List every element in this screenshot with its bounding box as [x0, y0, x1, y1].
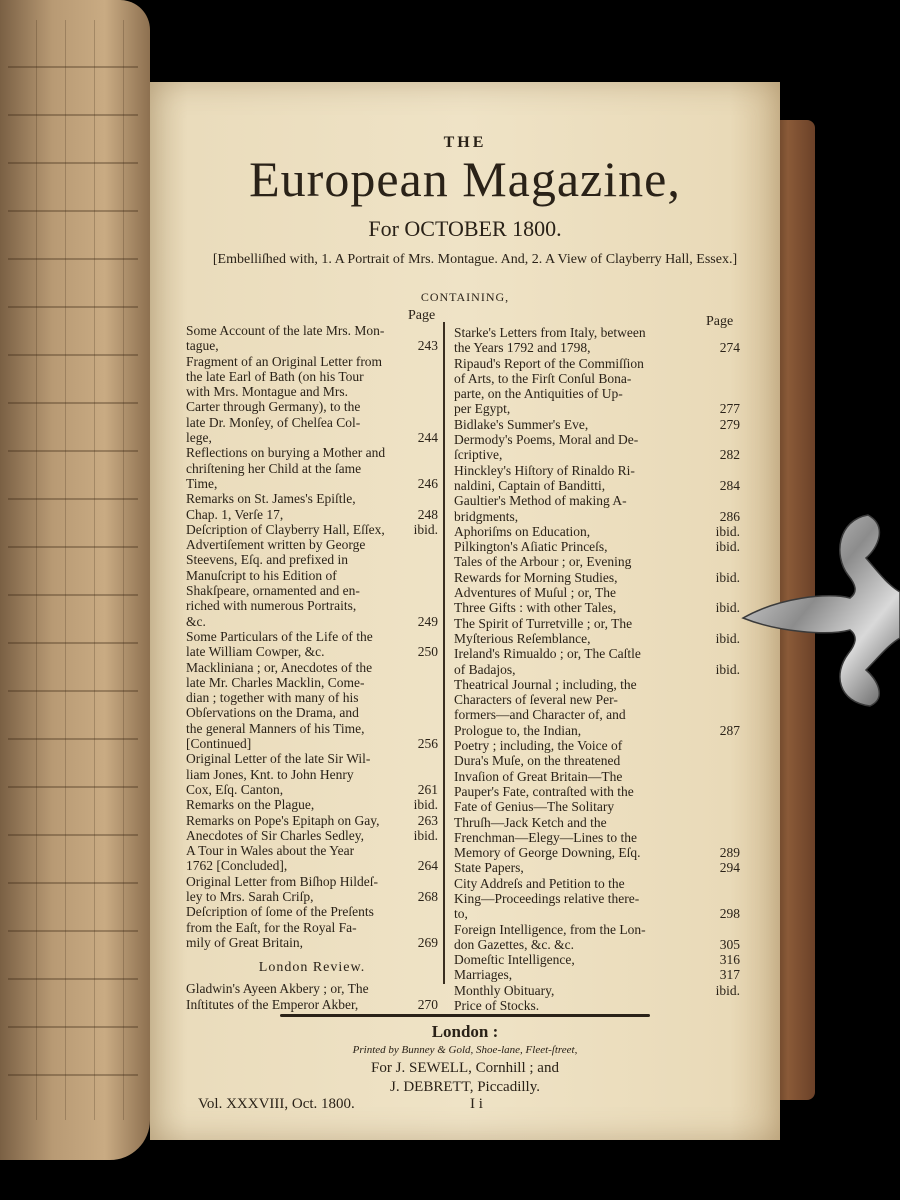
entry-page-number: 282 — [719, 447, 740, 463]
entry-page-number: 277 — [719, 401, 740, 417]
contents-entry — [454, 417, 740, 432]
entry-title: Gaultier's Method of making A- bridgments, — [454, 493, 627, 524]
entry-title: Domeſtic Intelligence, — [454, 952, 575, 968]
entry-page-number: 264 — [417, 858, 438, 874]
fleur-de-lis-clasp — [738, 510, 900, 710]
entry-page-number: 305 — [719, 936, 740, 952]
entry-page-number: ibid. — [715, 523, 740, 539]
contents-entry — [186, 813, 438, 828]
contents-entry — [186, 629, 438, 660]
contents-entry — [454, 356, 740, 417]
entry-page-number: 248 — [417, 506, 438, 522]
entry-title: Remarks on St. James's Epiſtle, Chap. 1, Verſe 17, — [186, 491, 356, 522]
entry-page-number: ibid. — [413, 827, 438, 843]
contents-entry — [454, 554, 740, 585]
column-divider — [443, 322, 445, 984]
entry-title: Gladwin's Ayeen Akbery ; or, The Inſtitutes of the Emperor Akber, — [186, 981, 369, 1012]
imprint-debrett: J. DEBRETT, Piccadilly. — [390, 1079, 540, 1095]
imprint-publisher: For J. SEWELL, Cornhill ; and — [371, 1060, 559, 1076]
entry-page-number: ibid. — [715, 630, 740, 646]
entry-title: Hinckley's Hiſtory of Rinaldo Ri- naldini, Captain of Banditti, — [454, 462, 635, 493]
entry-page-number: 244 — [417, 430, 438, 446]
masthead-date: For OCTOBER 1800. — [368, 216, 562, 241]
imprint-printer: Printed by Bunney & Gold, Shoe-lane, Fleet-ſtreet, — [352, 1044, 578, 1056]
entry-page-number: 261 — [417, 781, 438, 797]
contents-entry — [186, 904, 438, 950]
entry-title: City Addreſs and Petition to the King—Proceedings relative there- to, — [454, 875, 640, 922]
contents-entry — [186, 445, 438, 491]
entry-page-number: 250 — [417, 644, 438, 660]
entry-title: The Spirit of Turretville ; or, The Myſterious Reſemblance, — [454, 615, 633, 646]
contents-entry — [186, 537, 438, 629]
entry-page-number: ibid. — [715, 600, 740, 616]
entry-title: Bidlake's Summer's Eve, — [454, 416, 589, 432]
contents-entry — [454, 539, 740, 554]
contents-entry — [186, 843, 438, 874]
entry-page-number: ibid. — [715, 569, 740, 585]
left-page-table-columns — [8, 20, 138, 1120]
entry-page-number: 316 — [719, 952, 740, 968]
embellishment-note: [Embelliſhed with, 1. A Portrait of Mrs. Montague. And, 2. A View of Clayberry Hall, Essex.] — [212, 252, 738, 267]
entry-title: Adventures of Muſul ; or, The Three Gifts : with other Tales, — [454, 585, 617, 616]
entry-title: Mackliniana ; or, Anecdotes of the late Mr. Charles Macklin, Come- dian ; together with many of his Obſervations on the Drama, and the general Manners of his Time, [Continued] — [186, 659, 373, 752]
entry-title: Remarks on Pope's Epitaph on Gay, — [186, 812, 380, 828]
left-page-label: Page — [408, 308, 436, 323]
entry-title: Pilkington's Aſiatic Princeſs, — [454, 539, 608, 555]
entry-title: Anecdotes of Sir Charles Sedley, — [186, 827, 364, 843]
entry-title: Reflections on burying a Mother and chriſtening her Child at the ſame Time, — [186, 445, 386, 491]
entry-title: Marriages, — [454, 967, 513, 983]
entry-title: Original Letter from Biſhop Hildeſ- ley to Mrs. Sarah Criſp, — [186, 873, 378, 904]
entry-page-number: 317 — [719, 967, 740, 983]
entry-page-number: 268 — [417, 888, 438, 904]
entry-title: Tales of the Arbour ; or, Evening Rewards for Morning Studies, — [454, 554, 632, 585]
entry-page-number: 298 — [719, 906, 740, 922]
contents-entry — [454, 493, 740, 524]
entry-title: Fragment of an Original Letter from the late Earl of Bath (on his Tour with Mrs. Montague and Mrs. Carter through Germany), to the late Dr. Monſey, of Chelſea Col- lege, — [186, 353, 383, 446]
volume-line: Vol. XXXVIII, Oct. 1800. — [198, 1096, 355, 1112]
contents-entry — [186, 660, 438, 752]
entry-page-number: 249 — [417, 613, 438, 629]
containing-label: CONTAINING, — [420, 290, 510, 304]
contents-entry — [454, 983, 740, 998]
contents-entry — [186, 828, 438, 843]
entry-page-number: 269 — [417, 934, 438, 950]
entry-page-number: 286 — [719, 508, 740, 524]
entry-page-number: 256 — [417, 736, 438, 752]
entry-title: State Papers, — [454, 860, 524, 876]
entry-page-number: 243 — [417, 338, 438, 354]
entry-page-number: 284 — [719, 477, 740, 493]
london-review-heading: London Review. — [258, 960, 366, 976]
entry-title: Advertiſement written by George Steevens, Eſq. and prefixed in Manuſcript to his Edition of Shakſpeare, ornamented and en- riched with numerous Portraits, &c. — [186, 537, 366, 629]
entry-page-number: 287 — [719, 722, 740, 738]
entry-page-number: ibid. — [715, 661, 740, 677]
entry-title: Theatrical Journal ; including, the Characters of ſeveral new Per- formers—and Character of, and Prologue to, the Indian, — [454, 676, 637, 738]
entry-title: Ireland's Rimualdo ; or, The Caſtle of Badajos, — [454, 646, 641, 677]
entry-title: A Tour in Wales about the Year 1762 [Concluded], — [186, 843, 355, 874]
left-page-edge — [0, 0, 150, 1160]
entry-title: Some Account of the late Mrs. Mon- tague, — [186, 323, 385, 354]
entry-page-number: ibid. — [413, 797, 438, 813]
contents-entry — [454, 922, 740, 953]
contents-entry — [454, 616, 740, 647]
entry-title: Dermody's Poems, Moral and De- ſcriptive, — [454, 432, 639, 463]
entry-page-number: 294 — [719, 860, 740, 876]
entry-page-number: 279 — [719, 416, 740, 432]
contents-entry — [454, 432, 740, 463]
right-page-label: Page — [706, 314, 734, 329]
contents-entry — [454, 646, 740, 677]
contents-entry — [454, 677, 740, 738]
contents-entry — [454, 325, 740, 356]
masthead-title: European Magazine, — [249, 151, 681, 207]
entry-title: Poetry ; including, the Voice of Dura's Muſe, on the threatened Invaſion of Great Britain—The Pauper's Fate, contraſted with the Fate of Genius—The Solitary Thruſh—Jack Ketch and the Frenchman—Elegy—Lines to the Memory of George Downing, Eſq. — [454, 738, 641, 861]
entry-title: Ripaud's Report of the Commiſſion of Arts, to the Firſt Conſul Bona- parte, on the Antiquities of Up- per Egypt, — [454, 355, 644, 417]
contents-entry — [454, 524, 740, 539]
signature-mark: I i — [470, 1096, 483, 1112]
entry-page-number: 263 — [417, 812, 438, 828]
entry-title: Price of Stocks. — [454, 998, 540, 1014]
contents-entry — [454, 998, 740, 1013]
contents-left-column — [186, 323, 438, 1012]
entry-title: Some Particulars of the Life of the late William Cowper, &c. — [186, 628, 373, 660]
contents-entry — [454, 967, 740, 982]
entry-title: Original Letter of the late Sir Wil- liam Jones, Knt. to John Henry Cox, Eſq. Canton, — [186, 751, 371, 797]
entry-page-number: ibid. — [715, 539, 740, 555]
entry-page-number: 289 — [719, 845, 740, 861]
entry-title: Remarks on the Plague, — [186, 797, 315, 813]
contents-entry — [186, 797, 438, 812]
masthead-the: THE — [443, 134, 487, 151]
contents-entry — [186, 981, 438, 1012]
entry-page-number: 270 — [417, 996, 438, 1012]
imprint-city: London : — [431, 1022, 499, 1041]
entry-page-number: ibid. — [715, 982, 740, 998]
entry-title: Aphoriſms on Education, — [454, 523, 591, 539]
entry-page-number: 246 — [417, 475, 438, 491]
magazine-page — [150, 82, 780, 1140]
contents-entry — [454, 585, 740, 616]
entry-title: Foreign Intelligence, from the Lon- don Gazettes, &c. &c. — [454, 921, 646, 952]
contents-entry — [186, 354, 438, 446]
contents-entry — [186, 522, 438, 537]
entry-title: Deſcription of Clayberry Hall, Eſſex, — [186, 521, 385, 537]
contents-entry — [186, 751, 438, 797]
entry-title: Monthly Obituary, — [454, 982, 555, 998]
entry-title: Deſcription of ſome of the Preſents from the Eaſt, for the Royal Fa- mily of Great Britain, — [186, 904, 374, 950]
contents-entry — [454, 952, 740, 967]
footer-rule — [280, 1014, 650, 1017]
contents-entry — [186, 323, 438, 354]
contents-entry — [454, 738, 740, 860]
contents-entry — [186, 874, 438, 905]
contents-entry — [186, 491, 438, 522]
contents-entry — [454, 860, 740, 875]
entry-title: Starke's Letters from Italy, between the Years 1792 and 1798, — [454, 325, 646, 356]
contents-right-column — [454, 325, 740, 1013]
contents-entry — [454, 876, 740, 922]
entry-page-number: ibid. — [413, 521, 438, 537]
entry-page-number: 274 — [719, 340, 740, 356]
contents-entry — [454, 463, 740, 494]
